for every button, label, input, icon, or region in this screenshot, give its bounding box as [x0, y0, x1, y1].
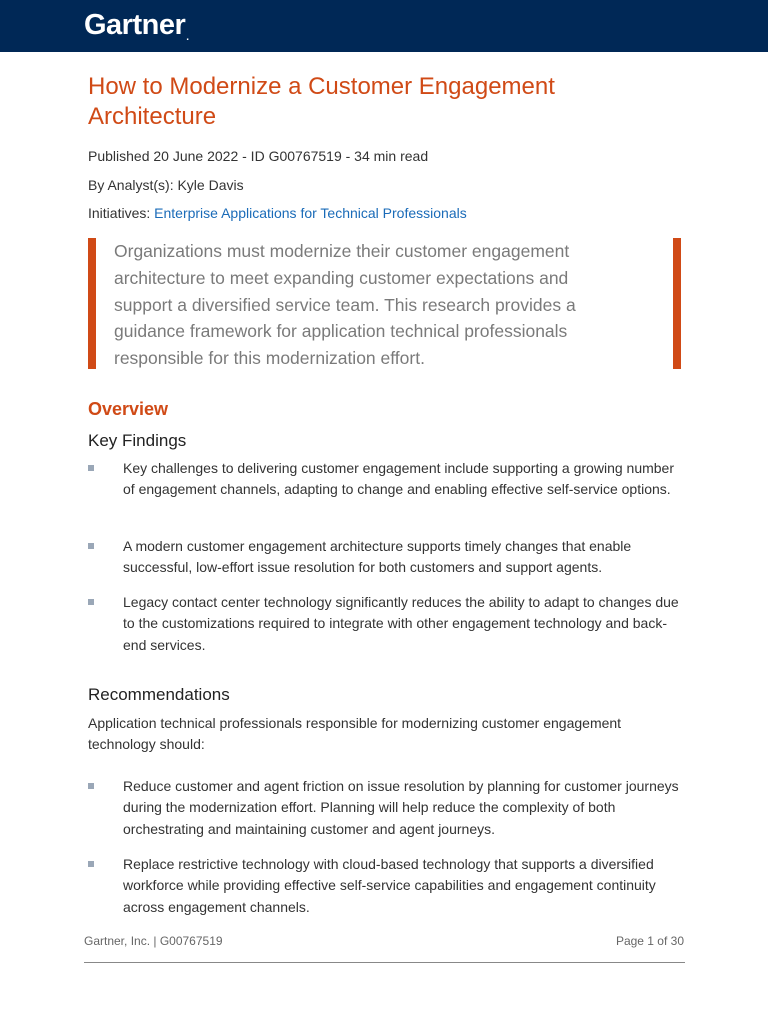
- bullet-icon: [88, 465, 94, 471]
- list-item: [88, 776, 683, 840]
- bullet-icon: [88, 543, 94, 549]
- list-item: [88, 458, 683, 501]
- overview-heading: Overview: [88, 399, 169, 419]
- bullet-icon: [88, 599, 94, 605]
- initiatives-link[interactable]: Enterprise Applications for Technical Professionals: [154, 205, 467, 221]
- key-finding-text: Legacy contact center technology significantly reduces the ability to adapt to changes due to the customizations required to integrate with other engagement technology and back-end services.: [123, 594, 679, 653]
- gartner-logo[interactable]: [84, 9, 189, 41]
- callout-right-bar: [673, 238, 681, 369]
- recommendation-text: Replace restrictive technology with cloud-based technology that supports a diversified workforce while providing effective self-service capabilities and engagement continuity across engagement channels.: [123, 856, 656, 915]
- recommendations-list: [88, 776, 688, 840]
- list-item: [88, 536, 683, 579]
- list-item: [88, 854, 683, 918]
- brand-name: Gartner: [84, 9, 186, 41]
- bullet-icon: [88, 861, 94, 867]
- footer-page-number: Page 1 of 30: [615, 934, 684, 948]
- key-finding-text: Key challenges to delivering customer engagement include supporting a growing number of engagement channels, adapting to change and enabling effective self-service options.: [123, 460, 674, 498]
- published-line: Published 20 June 2022 - ID G00767519 - 34 min read: [88, 148, 429, 164]
- document-title: How to Modernize a Customer Engagement Architecture: [88, 73, 555, 130]
- key-findings-list: [88, 458, 688, 501]
- key-finding-text: A modern customer engagement architecture supports timely changes that enable successful, low-effort issue resolution for both customers and support agents.: [123, 538, 632, 576]
- summary-callout: [88, 238, 681, 369]
- footer-divider: [84, 962, 685, 963]
- recommendations-list: [88, 854, 688, 918]
- initiatives-label: Initiatives:: [88, 205, 155, 221]
- recommendation-text: Reduce customer and agent friction on issue resolution by planning for customer journeys during the modernization effort. Planning will help reduce the complexity of both orchestrating and maintaining customer and agent journeys.: [123, 778, 679, 837]
- bullet-icon: [88, 783, 94, 789]
- key-findings-list: [88, 536, 688, 579]
- analyst-line: By Analyst(s): Kyle Davis: [88, 177, 244, 193]
- key-findings-list: [88, 592, 688, 656]
- header-bar: [0, 0, 768, 52]
- key-findings-heading: Key Findings: [88, 431, 187, 450]
- recommendations-intro: Application technical professionals responsible for modernizing customer engagement technology should:: [88, 715, 622, 753]
- summary-text: Organizations must modernize their customer engagement architecture to meet expanding customer expectations and support a diversified service team. This research provides a guidance framework for application technical professionals responsible for this modernization effort.: [114, 241, 576, 369]
- list-item: [88, 592, 683, 656]
- brand-reg-mark: .: [186, 32, 189, 43]
- footer-doc-id: Gartner, Inc. | G00767519: [84, 934, 223, 948]
- recommendations-heading: Recommendations: [88, 685, 230, 704]
- callout-left-bar: [88, 238, 96, 369]
- initiatives-line: [88, 204, 467, 222]
